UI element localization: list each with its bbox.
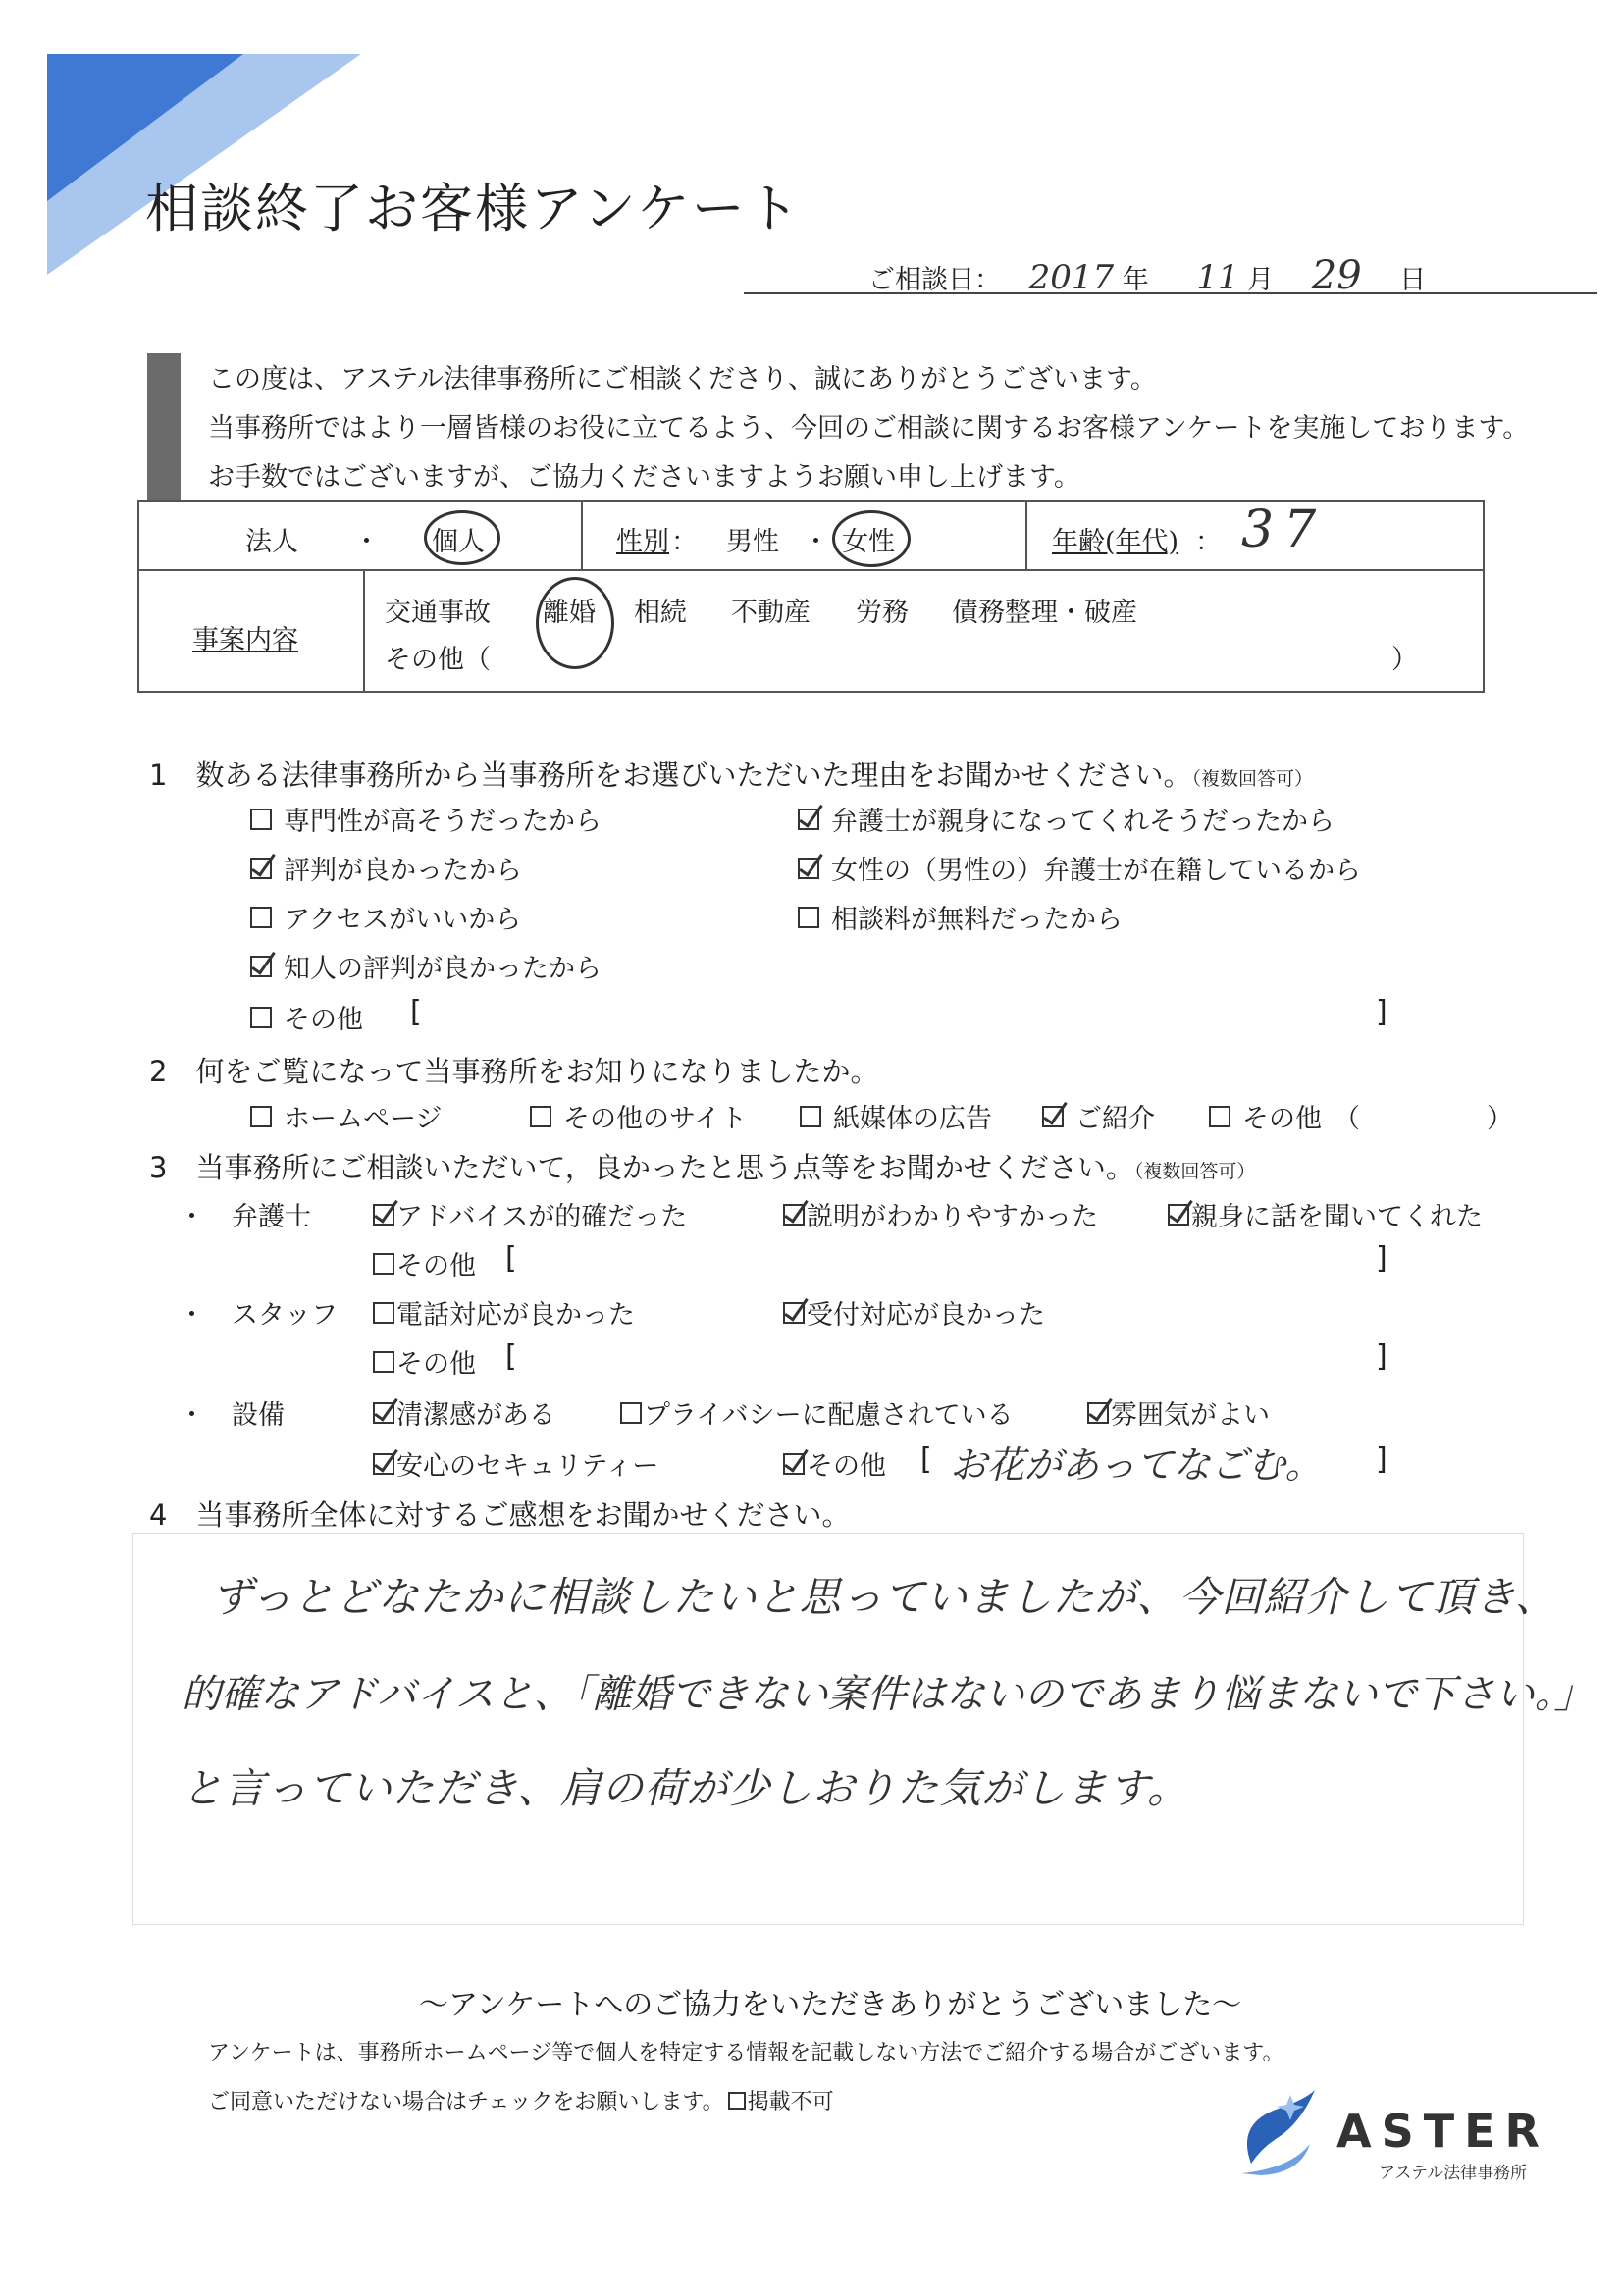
q4-answer-line-2: 的確なアドバイスと、「離婚できない案件はないのであまり悩まないで下さい。」 [182,1672,1594,1717]
page-title: 相談終了お客様アンケート [145,178,802,239]
q3-facility-other-text[interactable]: お花があってなごむ。 [950,1443,1323,1487]
female-option[interactable]: 女性 [842,527,895,557]
divorce-circle [536,577,614,669]
q1-note: （複数回答可） [1191,768,1313,790]
q3-facility-label: 設備 [232,1400,285,1431]
q2-option-2-label: その他のサイト [563,1104,748,1134]
q4-answer-line-1: ずっとどなたかに相談したいと思っていましたが、今回紹介して頂き、 [211,1573,1557,1621]
q3-lawyer-other-close: ] [1376,1241,1387,1276]
checkbox[interactable] [798,907,819,928]
q3-staff-other-open: [ [505,1339,517,1374]
q1-option-4-label: 女性の（男性の）弁護士が在籍しているから [831,856,1361,886]
q3-facility-option-5[interactable] [783,1444,886,1483]
q1-option-1[interactable] [250,800,602,838]
q3-staff-option-3[interactable] [373,1342,476,1381]
q3-staff-option-3-label: その他 [396,1349,476,1380]
checkbox-checked[interactable] [1168,1204,1189,1226]
q3-staff-other-close: ] [1376,1339,1387,1374]
q3-lawyer-other-open: [ [505,1241,517,1276]
checkbox-checked[interactable] [783,1204,805,1226]
female-circle [832,510,911,567]
date-day: 29 [1311,253,1362,298]
q3-note: （複数回答可） [1133,1161,1256,1182]
q3-facility-option-2[interactable] [620,1393,1014,1432]
checkbox[interactable] [373,1302,394,1324]
q4-answer-line-3: と言っていただき、肩の荷が少しおりた気がします。 [182,1764,1189,1812]
checkbox[interactable] [1209,1106,1230,1127]
table-col-divider-case [363,569,365,693]
table-col-divider-1 [581,500,583,569]
case-option-divorce[interactable]: 離婚 [543,598,596,628]
q1-option-5-label: アクセスがいいから [284,905,522,935]
year-unit: 年 [1122,265,1149,295]
q2-option-5-label: その他 [1242,1104,1322,1134]
corp-option[interactable]: 法人 [245,527,298,557]
q2-option-1[interactable] [250,1097,442,1135]
checkbox-checked[interactable] [798,858,819,879]
checkbox-checked[interactable] [373,1204,394,1226]
dot-sep-1: ・ [353,527,380,557]
checkbox[interactable] [250,809,272,830]
q1-option-5[interactable] [250,898,521,936]
q2-option-1-label: ホームページ [284,1104,443,1134]
dot-sep-2: ・ [803,527,829,557]
q3-lawyer-option-4-label: その他 [396,1251,476,1281]
male-option[interactable]: 男性 [726,527,779,557]
q3-title [149,1146,1255,1186]
q1-option-8-label: その他 [284,1005,363,1035]
intro-line-3: お手数ではございますが、ご協力くださいますようお願い申し上げます。 [208,462,1080,493]
case-option-debt[interactable]: 債務整理・破産 [952,598,1137,628]
q3-lawyer-label: 弁護士 [232,1202,311,1232]
checkbox[interactable] [620,1402,642,1424]
q3-facility-option-2-label: プライバシーに配慮されている [644,1400,1014,1431]
q3-lawyer-option-2-label: 説明がわかりやすかった [807,1202,1098,1232]
q1-option-7[interactable] [250,947,602,985]
date-label: ご相談日： [868,265,1001,295]
footer-thanks: ～アンケートへのご協力をいただきありがとうございました～ [419,1988,1242,2022]
q1-other-close: ] [1376,995,1387,1029]
q3-facility-option-4-label: 安心のセキュリティー [396,1451,659,1482]
q3-facility-option-1-label: 清潔感がある [396,1400,555,1431]
gender-label: 性別 [616,527,669,557]
no-publish-label: 掲載不可 [747,2090,834,2114]
q3-bullet-facility: ・ [179,1400,205,1431]
date-underline [744,292,1597,294]
table-col-divider-2 [1025,500,1027,569]
q3-staff-option-2[interactable] [783,1293,1045,1331]
q3-staff-label: スタッフ [232,1300,338,1331]
date-month: 11 [1196,258,1239,297]
age-colon: ： [1195,527,1222,557]
q3-bullet-staff: ・ [179,1300,205,1331]
q3-lawyer-option-2[interactable] [783,1195,1098,1233]
no-publish-checkbox[interactable] [728,2092,746,2110]
q1-option-2[interactable] [798,800,1335,838]
case-option-other[interactable]: その他（ [385,645,491,675]
q1-option-3-label: 評判が良かったから [284,856,522,886]
checkbox-checked[interactable] [250,858,272,879]
q2-option-2[interactable] [530,1097,747,1135]
indiv-option[interactable]: 個人 [432,527,485,557]
checkbox-checked[interactable] [250,956,272,977]
q3-staff-option-2-label: 受付対応が良かった [807,1300,1045,1331]
q3-text: 3 当事務所にご相談いただいて，良かったと思う点等をお聞かせください。 [149,1151,1134,1184]
date-year: 2017 [1028,258,1115,297]
q3-staff-option-1[interactable] [373,1293,635,1331]
checkbox[interactable] [530,1106,551,1127]
logo-text: ASTER [1336,2105,1549,2158]
checkbox-checked[interactable] [1087,1402,1109,1424]
q2-option-5[interactable] [1209,1097,1360,1135]
q3-staff-option-1-label: 電話対応が良かった [396,1300,635,1331]
q3-facility-other-close: ] [1376,1442,1387,1477]
checkbox[interactable] [800,1106,821,1127]
q1-option-1-label: 専門性が高そうだったから [284,807,602,837]
case-option-realestate[interactable]: 不動産 [731,598,811,628]
month-unit: 月 [1247,265,1275,295]
q3-lawyer-option-3-label: 親身に話を聞いてくれた [1191,1202,1483,1232]
case-label: 事案内容 [192,625,298,655]
q3-facility-option-3[interactable] [1087,1393,1270,1432]
intro-sidebar [147,353,181,500]
indiv-circle [424,510,500,565]
footer-note-2 [208,2085,834,2115]
q2-option-3[interactable] [800,1097,992,1135]
intro-line-2: 当事務所ではより一層皆様のお役に立てるよう、今回のご相談に関するお客様アンケートを実施しております。 [208,413,1530,444]
age-value[interactable]: 37 [1241,500,1327,559]
q3-lawyer-option-1[interactable] [373,1195,687,1233]
q2-option-4-label: ご紹介 [1075,1104,1155,1134]
q3-lawyer-option-3[interactable] [1168,1195,1483,1233]
case-option-inherit[interactable]: 相続 [634,598,687,628]
checkbox-checked[interactable] [373,1402,394,1424]
day-unit: 日 [1399,265,1427,295]
checkbox-checked[interactable] [783,1302,805,1324]
q1-option-6-label: 相談料が無料だったから [831,905,1123,935]
q1-option-7-label: 知人の評判が良かったから [284,954,602,984]
checkbox[interactable] [250,1106,272,1127]
q1-option-3[interactable] [250,849,522,887]
q2-title: 2 何をご覧になって当事務所をお知りになりましたか。 [149,1055,879,1088]
q1-title [149,754,1313,794]
q2-option-3-label: 紙媒体の広告 [833,1104,992,1134]
intro-line-1: この度は、アステル法律事務所にご相談くださり、誠にありがとうございます。 [208,364,1157,394]
case-option-labor[interactable]: 労務 [856,598,909,628]
case-option-traffic[interactable]: 交通事故 [385,598,491,628]
checkbox[interactable] [250,907,272,928]
q1-option-6[interactable] [798,898,1123,936]
q1-option-2-label: 弁護士が親身になってくれそうだったから [831,807,1335,837]
q2-other-paren-close: ） [1487,1104,1513,1134]
checkbox-checked[interactable] [1042,1106,1064,1127]
aster-logo-icon [1231,2085,1320,2178]
q1-option-4[interactable] [798,849,1361,887]
q3-facility-option-3-label: 雰囲気がよい [1111,1400,1270,1431]
checkbox[interactable] [250,1007,272,1028]
checkbox-checked[interactable] [373,1453,394,1475]
age-label: 年齢(年代) [1052,527,1179,557]
q3-facility-option-5-label: その他 [807,1451,886,1482]
checkbox[interactable] [373,1253,394,1275]
q3-bullet-lawyer: ・ [179,1202,205,1232]
q2-other-paren-open: （ [1334,1104,1360,1134]
table-row-divider [137,569,1485,571]
checkbox-checked[interactable] [783,1453,805,1475]
checkbox-checked[interactable] [798,809,819,830]
footer-note-2-text: ご同意いただけない場合はチェックをお願いします。 [208,2090,724,2114]
q3-lawyer-option-1-label: アドバイスが的確だった [396,1202,688,1232]
q1-other-open: [ [410,995,422,1029]
q3-facility-other-open: [ [920,1442,932,1477]
q3-facility-option-4[interactable] [373,1444,658,1483]
logo-subtext: アステル法律事務所 [1379,2164,1528,2183]
case-other-close: ） [1391,645,1418,675]
gender-colon: ： [671,527,698,557]
footer-note-1: アンケートは、事務所ホームページ等で個人を特定する情報を記載しない方法でご紹介する場合がございます。 [208,2041,1284,2065]
q3-facility-option-1[interactable] [373,1393,555,1432]
q1-text: 1 数ある法律事務所から当事務所をお選びいただいた理由をお聞かせください。 [149,758,1192,792]
q1-option-8[interactable] [250,998,363,1036]
q2-option-4[interactable] [1042,1097,1155,1135]
q4-title: 4 当事務所全体に対するご感想をお聞かせください。 [149,1498,851,1532]
checkbox[interactable] [373,1351,394,1373]
q3-lawyer-option-4[interactable] [373,1244,476,1282]
